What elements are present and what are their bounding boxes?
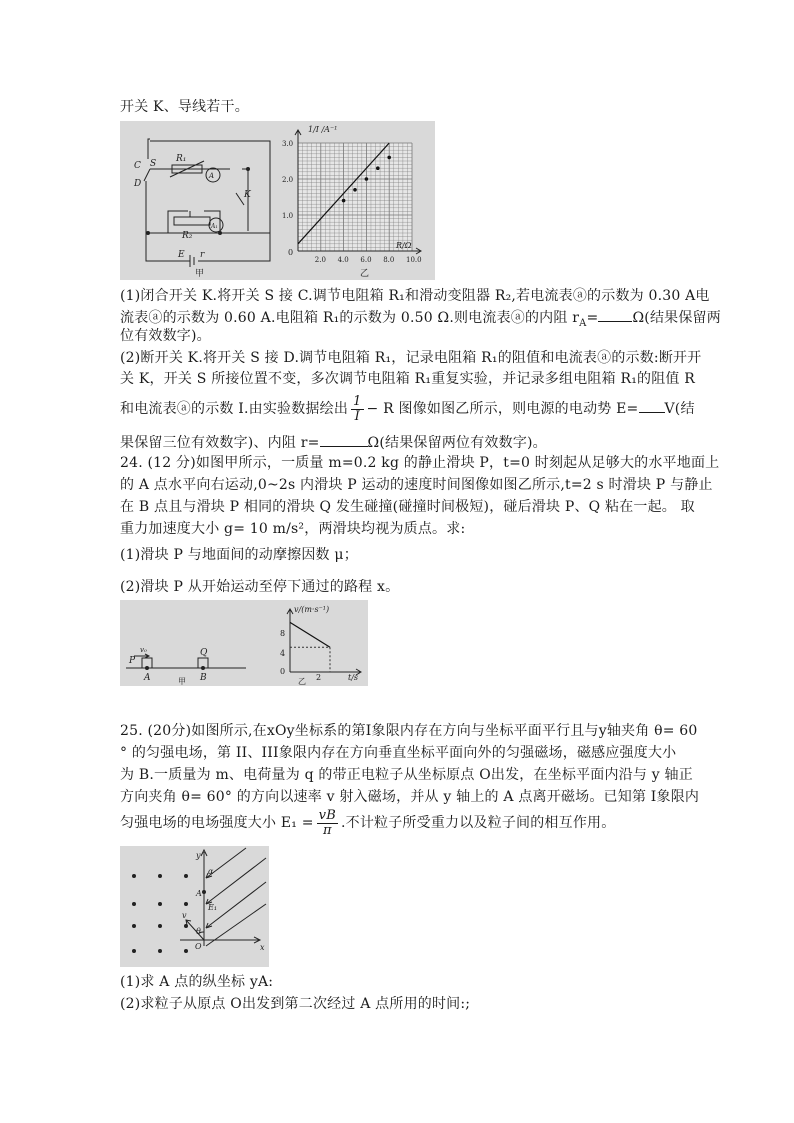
point-a <box>145 666 149 670</box>
caption-yi: 乙 <box>360 269 370 279</box>
answer-blank-r[interactable] <box>320 432 368 447</box>
q25-line5 <box>120 806 615 840</box>
switch-k <box>236 193 244 205</box>
data-point <box>365 177 369 181</box>
q23-part2-line3 <box>120 394 695 424</box>
figure-circuit-graph-svg <box>120 121 435 280</box>
q25-line1: 25. (20分)如图所示,在xOy坐标系的第I象限内存在方向与坐标平面平行且与y轴夹角 θ= 60 <box>120 723 698 739</box>
label-p: P <box>129 656 136 666</box>
vt-ylabel: v/(m·s⁻¹) <box>294 605 330 614</box>
q24-line2: 的 A 点水平向右运动,0~2s 内滑块 P 运动的速度时间图像如图乙所示,t=2 s 时滑块 P 与静止 <box>120 477 713 493</box>
answer-blank-emf[interactable] <box>639 398 665 413</box>
x-tick-label: 10.0 <box>406 256 422 264</box>
caption-yi-2: 乙 <box>298 677 306 686</box>
q23-part1-line3: 位有效数字)。 <box>120 328 211 344</box>
q23-part1-line2-b: = <box>586 310 599 326</box>
figure-sliders-vt <box>120 600 368 686</box>
q25-line2: ° 的匀强电场，第 II、III象限内存在方向垂直坐标平面向外的匀强磁场，磁感应强度大小 <box>120 745 677 761</box>
q23-part2-line4-b: Ω(结果保留两位有效数字)。 <box>367 435 547 451</box>
label-d: D <box>134 179 142 189</box>
wire-right <box>242 169 248 231</box>
vt-origin: 0 <box>280 667 286 676</box>
q23-part2-line3-a: 和电流表ⓐ的示数 I.由实验数据绘出 <box>120 401 349 417</box>
axes-and-field-lines <box>180 848 266 946</box>
data-point <box>387 156 391 160</box>
label-k: K <box>244 190 251 200</box>
x-tick-label: 8.0 <box>383 256 395 264</box>
label-q: Q <box>200 648 208 658</box>
label-a-point: A <box>144 673 151 683</box>
node-1 <box>146 231 150 235</box>
x-tick-label: 6.0 <box>360 256 372 264</box>
label-b-point: B <box>200 673 207 683</box>
vt-xlabel: t/s <box>348 673 359 682</box>
figure-field-diagram-svg <box>120 846 269 967</box>
field-dot <box>132 949 136 953</box>
field-dot <box>158 902 162 906</box>
wire-c <box>148 139 150 159</box>
label-o: O <box>195 942 202 951</box>
caption-jia-2: 甲 <box>178 677 186 686</box>
label-r1: R₁ <box>176 154 187 164</box>
q24-line4: 重力加速度大小 g= 10 m/s²，两滑块均视为质点。求: <box>120 521 466 537</box>
q24-question2: (2)滑块 P 从开始运动至停下通过的路程 x。 <box>120 579 400 595</box>
graph-origin: 0 <box>288 248 294 257</box>
point-b <box>201 666 205 670</box>
vt-x2: 2 <box>316 673 322 682</box>
caption-jia: 甲 <box>195 269 205 279</box>
vt-line <box>290 622 330 647</box>
label-a1: A₁ <box>211 223 218 230</box>
fraction-vb-over-pi <box>317 809 338 838</box>
node-3 <box>246 167 250 171</box>
field-dot <box>132 902 136 906</box>
q23-part2-line2: 关 K，开关 S 所接位置不变，多次调节电阻箱 R₁重复实验，并记录多组电阻箱 R₁的阻值 R <box>120 371 695 387</box>
label-r: r <box>200 250 205 260</box>
q25-question1: (1)求 A 点的纵坐标 yA: <box>120 974 274 990</box>
label-alpha: α <box>208 867 214 876</box>
node-2 <box>218 231 222 235</box>
sliders-labels <box>128 646 208 686</box>
resistor-r2 <box>174 217 210 225</box>
circuit-diagram <box>144 139 270 267</box>
graph-xlabel: R/Ω <box>396 241 412 250</box>
field-labels <box>182 851 265 952</box>
vt-chart <box>287 609 361 675</box>
y-tick-label: 3.0 <box>282 140 294 148</box>
vt-y8: 8 <box>280 629 286 638</box>
label-r2: R₂ <box>182 231 193 241</box>
figure-circuit-graph <box>120 121 435 280</box>
x-tick-label: 4.0 <box>337 256 349 264</box>
q25-line5-a: 匀强电场的电场强度大小 E₁ = <box>120 815 314 831</box>
vt-y4: 4 <box>280 649 286 658</box>
field-dot <box>158 949 162 953</box>
switch-s <box>144 169 150 181</box>
q23-part1-line1: (1)闭合开关 K.将开关 S 接 C.调节电阻箱 R₁和滑动变阻器 R₂,若电流表ⓐ的示数为 0.30 A电 <box>120 288 710 304</box>
label-v0: v₀ <box>140 646 147 654</box>
label-v: v <box>182 911 187 920</box>
q23-part2-line3-b: − R 图像如图乙所示，则电源的电动势 E= <box>366 401 639 417</box>
label-x-axis: x <box>260 943 265 952</box>
field-dot <box>184 902 188 906</box>
frac-num-vb: vB <box>318 807 336 823</box>
field-dot <box>158 924 162 928</box>
q25-question2: (2)求粒子从原点 O出发到第二次经过 A 点所用的时间:; <box>120 996 471 1012</box>
field-dot <box>132 874 136 878</box>
figure-sliders-vt-svg <box>120 600 368 686</box>
frac-den: I <box>354 408 360 424</box>
q23-ra-sub: A <box>579 317 587 329</box>
q23-part1-line2-c: Ω(结果保留两 <box>632 310 721 326</box>
q23-part2-line4-a: 果保留三位有效数字)、内阻 r= <box>120 435 320 451</box>
q23-part2-line3-c: V(结 <box>664 401 695 417</box>
sliders-diagram <box>126 654 246 668</box>
figure-field-diagram <box>120 846 269 967</box>
label-a: A <box>209 172 215 180</box>
q25-line5-b: .不计粒子所受重力以及粒子间的相互作用。 <box>340 815 616 831</box>
label-theta: θ <box>196 927 201 936</box>
label-e: E <box>178 250 185 260</box>
label-c: C <box>134 161 141 171</box>
label-y-axis: y <box>196 851 201 860</box>
q23-part2-line4 <box>120 432 547 452</box>
graph-ylabel: 1/I /A⁻¹ <box>308 125 338 134</box>
q24-line1: 24. (12 分)如图甲所示，一质量 m=0.2 kg 的静止滑块 P，t=0 时刻起从足够大的水平地面上 <box>120 455 720 471</box>
y-tick-label: 2.0 <box>282 176 294 184</box>
q24-question1: (1)滑块 P 与地面间的动摩擦因数 μ； <box>120 547 358 563</box>
q23-part1-line2-a: 流表ⓐ的示数为 0.60 A.电阻箱 R₁的示数为 0.50 Ω.则电流表ⓐ的内阻 r <box>120 310 580 326</box>
frac-num: 1 <box>353 393 362 409</box>
vt-labels <box>280 605 358 686</box>
fraction-1-over-i <box>351 395 363 424</box>
battery-symbol <box>190 255 194 267</box>
label-s: S <box>150 159 157 169</box>
wire-battery <box>146 233 270 261</box>
label-a-axis: A <box>196 889 202 898</box>
field-dot <box>184 874 188 878</box>
velocity-vector <box>186 920 204 940</box>
label-e1: E₁ <box>208 903 218 912</box>
data-point <box>376 166 380 170</box>
q25-line3: 为 B.一质量为 m、电荷量为 q 的带正电粒子从坐标原点 O出发，在坐标平面内沿与 y 轴正 <box>120 767 693 783</box>
e-field-line <box>206 858 266 904</box>
q25-line4: 方向夹角 θ= 60° 的方向以速率 v 射入磁场，并从 y 轴上的 A 点离开磁场。已知第 I象限内 <box>120 789 700 805</box>
q24-line3: 在 B 点且与滑块 P 相同的滑块 Q 发生碰撞(碰撞时间极短)，碰后滑块 P、Q 粘在一起。 取 <box>120 499 695 515</box>
field-dot <box>184 949 188 953</box>
q23-part2-line1: (2)断开关 K.将开关 S 接 D.调节电阻箱 R₁，记录电阻箱 R₁的阻值和电流表ⓐ的示数:断开开 <box>120 350 702 366</box>
frac-den-pi: π <box>322 822 332 838</box>
field-dot <box>158 874 162 878</box>
intro-text: 开关 K、导线若干。 <box>120 99 249 115</box>
data-point <box>342 199 346 203</box>
y-tick-label: 1.0 <box>282 212 294 220</box>
data-point <box>353 188 357 192</box>
field-dot <box>132 924 136 928</box>
answer-blank-ra[interactable] <box>598 307 632 322</box>
x-tick-label: 2.0 <box>314 256 326 264</box>
